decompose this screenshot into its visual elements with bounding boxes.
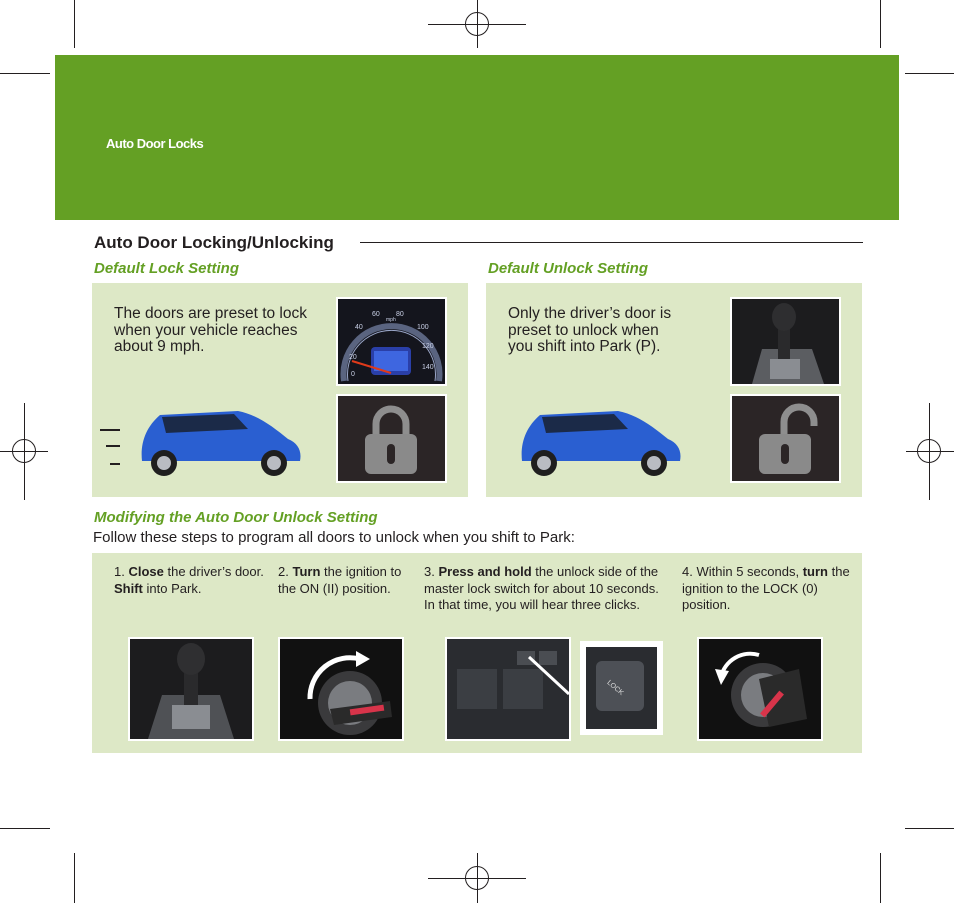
car-in-motion-illustration <box>98 403 308 483</box>
unlock-setting-text: Only the driver’s door is preset to unlock when you shift into Park (P). <box>508 305 672 355</box>
parked-car-illustration <box>508 403 718 483</box>
speedo-tick: 0 <box>351 371 355 378</box>
step-action: Shift <box>114 580 143 596</box>
crop-mark <box>74 853 75 903</box>
step-3-master-switch-photo <box>445 637 571 741</box>
step-action: Turn <box>292 564 321 579</box>
crop-mark <box>0 828 50 829</box>
modify-intro: Follow these steps to program all doors to unlock when you shift to Park: <box>93 529 575 546</box>
crop-mark <box>74 0 75 48</box>
locked-padlock-photo <box>336 394 447 483</box>
lock-switch-icon <box>580 641 663 735</box>
gear-shifter-icon <box>732 299 839 384</box>
speedometer-icon <box>338 299 445 384</box>
step-text: the unlock side of the master lock switch for about 10 seconds. In that time, you will hear three clicks. <box>424 564 659 612</box>
lock-switch-closeup <box>580 641 663 735</box>
step-3 <box>424 564 669 614</box>
speedo-tick: 40 <box>355 324 363 331</box>
unlocked-padlock-photo <box>730 394 841 483</box>
step-action: Close <box>128 564 164 579</box>
crop-mark <box>905 73 954 74</box>
step-number: 3. <box>424 564 435 579</box>
car-icon <box>98 403 308 483</box>
step-text: the driver’s door. <box>167 564 264 579</box>
ignition-turn-lock-icon <box>699 639 821 739</box>
page-title: Auto Door Locking/Unlocking <box>94 233 334 252</box>
speedo-tick: 60 <box>372 311 380 318</box>
modify-heading: Modifying the Auto Door Unlock Setting <box>94 509 378 526</box>
gear-shifter-icon <box>130 639 252 739</box>
master-lock-switch-icon <box>447 639 569 739</box>
registration-mark <box>465 866 489 890</box>
registration-mark <box>917 439 941 463</box>
registration-mark <box>12 439 36 463</box>
section-label: Auto Door Locks <box>106 136 204 151</box>
step-4-ignition-photo <box>697 637 823 741</box>
step-number: 2. <box>278 564 289 579</box>
shifter-photo <box>730 297 841 386</box>
speedo-tick: 80 <box>396 311 404 318</box>
step-number: 4. <box>682 564 693 579</box>
speedo-tick: 100 <box>417 324 429 331</box>
step-text: the ignition to the ON (II) position. <box>278 564 402 596</box>
crop-mark <box>880 0 881 48</box>
step-text: into Park. <box>146 580 202 596</box>
unlocked-padlock-icon <box>732 396 839 481</box>
step-text: the ignition to the LOCK (0) position. <box>682 564 850 612</box>
step-1 <box>114 564 264 597</box>
step-2-ignition-photo <box>278 637 404 741</box>
step-text: Within 5 seconds, <box>696 564 800 579</box>
switch-label: LOCK <box>605 679 625 697</box>
ignition-turn-on-icon <box>280 639 402 739</box>
speedo-unit: mph <box>386 317 396 323</box>
crop-mark <box>905 828 954 829</box>
unlock-setting-heading: Default Unlock Setting <box>488 260 649 277</box>
step-4 <box>682 564 857 614</box>
speedo-tick: 120 <box>422 343 434 350</box>
title-divider <box>360 242 863 243</box>
crop-mark <box>0 73 50 74</box>
step-action: turn <box>802 564 828 579</box>
locked-padlock-icon <box>338 396 445 481</box>
car-icon <box>508 403 718 483</box>
crop-mark <box>880 853 881 903</box>
step-number: 1. <box>114 564 125 579</box>
speedo-tick: 140 <box>422 364 434 371</box>
speedo-tick: 20 <box>349 354 357 361</box>
step-2 <box>278 564 408 597</box>
lock-setting-text: The doors are preset to lock when your vehicle reaches about 9 mph. <box>114 305 307 355</box>
step-1-shifter-photo <box>128 637 254 741</box>
lock-setting-heading: Default Lock Setting <box>94 260 240 277</box>
step-action: Press and hold <box>438 564 532 579</box>
registration-mark <box>465 12 489 36</box>
speedometer-photo <box>336 297 447 386</box>
